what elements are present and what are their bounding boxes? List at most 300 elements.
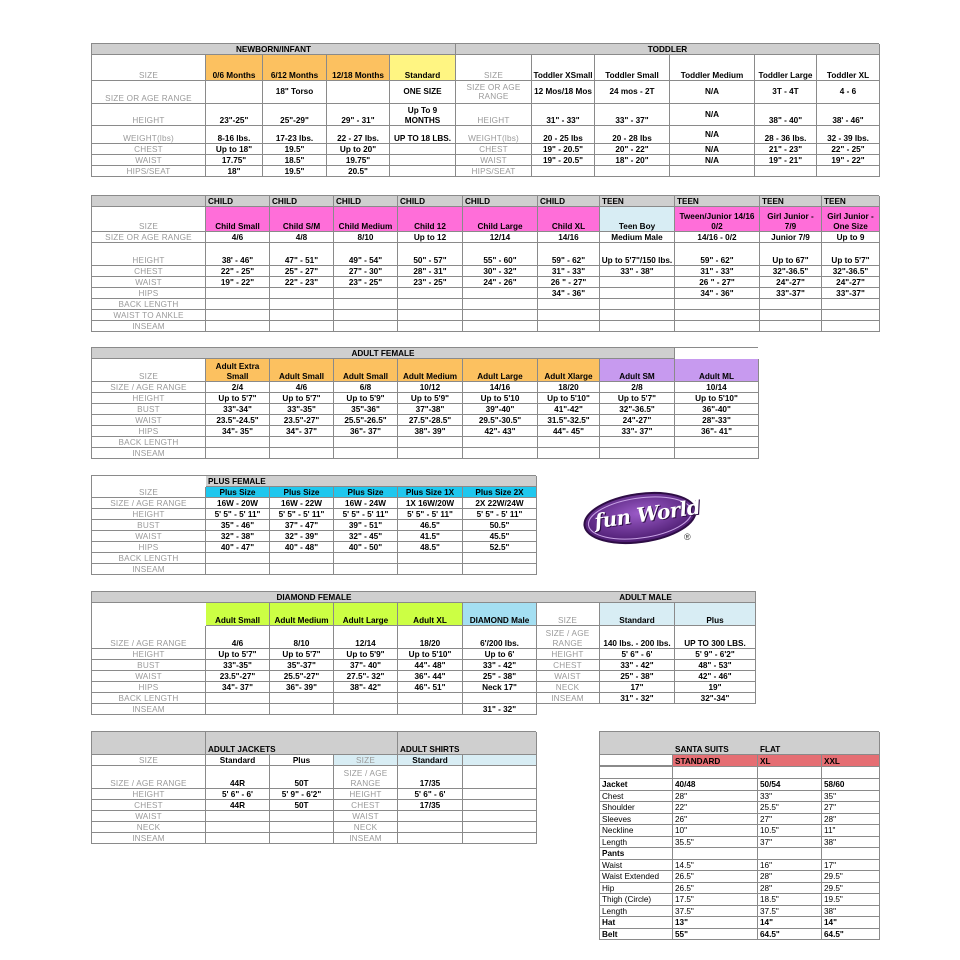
table-cell: Up to 5'7" (822, 243, 880, 266)
table-cell: 23.5"-27" (270, 415, 334, 426)
table-cell: 1X 16W/20W (398, 498, 463, 509)
newborn-toddler-table (91, 43, 879, 177)
table-cell: UP TO 18 LBS. (390, 126, 456, 144)
table-cell: 19.5" (263, 166, 327, 177)
table-cell (463, 437, 538, 448)
table-cell: 44R (206, 766, 270, 789)
table-cell: 14.5" (673, 860, 758, 872)
table-cell (206, 81, 263, 104)
col-header: Adult Extra Small (206, 359, 270, 382)
row-label: INSEAM (92, 833, 206, 844)
row-label: BUST (92, 404, 206, 415)
row-label: HEIGHT (92, 649, 206, 660)
row-label: HIPS (92, 542, 206, 553)
table-cell: 23.5"-27" (206, 671, 270, 682)
table-cell: 33"- 37" (600, 426, 675, 437)
row-label: INSEAM (92, 704, 206, 715)
row-label: SIZE (92, 55, 206, 81)
table-cell: 5' 5" - 5' 11" (463, 509, 537, 520)
row-label: WEIGHT(lbs) (92, 126, 206, 144)
table-cell (334, 448, 398, 459)
col-header: Toddler Small (595, 55, 670, 81)
row-label: CHEST (334, 800, 398, 811)
group-label: CHILD (463, 196, 538, 207)
table-cell: 33"-35" (206, 660, 270, 671)
table-cell: Up to 5'7" (206, 393, 270, 404)
table-cell: 13" (673, 917, 758, 929)
table-cell: 31" - 32" (600, 693, 675, 704)
group-label: CHILD (270, 196, 334, 207)
col-header: Plus Size 2X (463, 487, 537, 498)
row-label: Belt (600, 929, 673, 941)
table-cell (398, 437, 463, 448)
col-header: Plus (675, 603, 756, 626)
table-cell: 28 - 36 lbs. (755, 126, 817, 144)
section-title-toddler: TODDLER (456, 44, 880, 55)
table-cell (463, 288, 538, 299)
table-cell: 55" - 60" (463, 243, 538, 266)
table-cell: UP TO 300 LBS. (675, 626, 756, 649)
table-cell (390, 155, 456, 166)
table-cell: 25" - 27" (270, 266, 334, 277)
col-header: Girl Junior - One Size (822, 207, 880, 232)
col-header: Plus Size (334, 487, 398, 498)
table-cell (206, 822, 270, 833)
col-header: Adult Small (334, 359, 398, 382)
col-header: Toddler XSmall (532, 55, 595, 81)
table-cell: 4/6 (270, 382, 334, 393)
row-label: HEIGHT (334, 789, 398, 800)
table-cell (334, 299, 398, 310)
col-header: Standard (398, 755, 463, 766)
table-cell: 50/54 (758, 779, 822, 791)
col-header: 6/12 Months (263, 55, 327, 81)
table-cell: 19" (675, 682, 756, 693)
table-cell (538, 437, 600, 448)
table-cell: 28" (673, 791, 758, 803)
table-cell (760, 321, 822, 332)
row-label: SIZE / AGE RANGE (92, 382, 206, 393)
table-cell: 46"- 51" (398, 682, 463, 693)
table-cell: 27" (758, 814, 822, 826)
table-cell (600, 767, 673, 779)
row-label: BUST (92, 660, 206, 671)
jackets-shirts-body (91, 766, 536, 844)
group-label: CHILD (206, 196, 270, 207)
table-cell: 31.5"-32.5" (538, 415, 600, 426)
table-cell (463, 800, 537, 811)
table-cell: 33" - 37" (595, 104, 670, 126)
table-cell: 5' 5" - 5' 11" (270, 509, 334, 520)
col-header: Toddler XL (817, 55, 880, 81)
table-cell: 23.5"-24.5" (206, 415, 270, 426)
col-header: 0/6 Months (206, 55, 263, 81)
table-cell (270, 822, 334, 833)
row-label: Waist (600, 860, 673, 872)
row-label: SIZE / AGE RANGE (92, 766, 206, 789)
table-cell: 32"-36.5" (600, 404, 675, 415)
santa-title: SANTA SUITS (675, 745, 729, 754)
table-cell: 3T - 4T (755, 81, 817, 104)
table-cell (463, 448, 538, 459)
table-cell (270, 693, 334, 704)
row-label: WAIST (334, 811, 398, 822)
table-cell: 35" - 46" (206, 520, 270, 531)
col-header: 12/18 Months (327, 55, 390, 81)
table-cell (270, 448, 334, 459)
table-cell: 37" (758, 837, 822, 849)
table-cell (463, 766, 537, 789)
table-cell: 10/14 (675, 382, 759, 393)
table-cell: 26 " - 27" (538, 277, 600, 288)
table-cell: 19.5" (822, 894, 880, 906)
table-cell: Up to 5'7" (600, 393, 675, 404)
table-cell (758, 848, 822, 860)
table-cell: Up to 5'9" (334, 393, 398, 404)
table-cell (673, 767, 758, 779)
table-cell: Up to 5'10" (675, 393, 759, 404)
table-cell: 26.5" (673, 871, 758, 883)
table-cell: 33" (758, 791, 822, 803)
table-cell: 25.5" (758, 802, 822, 814)
table-cell (600, 448, 675, 459)
table-cell: 18/20 (538, 382, 600, 393)
table-cell: 25.5"-26.5" (334, 415, 398, 426)
row-label: BACK LENGTH (92, 437, 206, 448)
table-cell: Junior 7/9 (760, 232, 822, 243)
table-cell: Up to 5'7" (270, 649, 334, 660)
table-cell: 10" (673, 825, 758, 837)
table-cell: 2/4 (206, 382, 270, 393)
row-label: Length (600, 906, 673, 918)
table-cell (463, 755, 537, 766)
row-label: WAIST (456, 155, 532, 166)
row-label: SIZE OR AGE RANGE (92, 81, 206, 104)
table-cell (463, 833, 537, 844)
table-cell: 24 mos - 2T (595, 81, 670, 104)
col-header: Child Large (463, 207, 538, 232)
row-label: WAIST (536, 671, 600, 682)
row-label: Hat (600, 917, 673, 929)
table-cell: 35" (822, 791, 880, 803)
table-cell: 14/16 (463, 382, 538, 393)
table-cell (675, 310, 760, 321)
table-cell: 28" (822, 814, 880, 826)
table-cell (334, 704, 398, 715)
table-cell (675, 299, 760, 310)
table-cell: Up To 9 MONTHS (390, 104, 456, 126)
table-cell (206, 448, 270, 459)
group-label: TEEN (600, 196, 675, 207)
row-label: HEIGHT (92, 104, 206, 126)
table-cell: 33"-37" (822, 288, 880, 299)
table-cell: 26.5" (673, 883, 758, 895)
table-cell: 46.5" (398, 520, 463, 531)
table-cell: 35.5" (673, 837, 758, 849)
table-cell: 4/8 (270, 232, 334, 243)
col-header: Adult Medium (270, 603, 334, 626)
table-cell (270, 288, 334, 299)
row-label: BACK LENGTH (92, 693, 206, 704)
col-header: Toddler Medium (670, 55, 755, 81)
table-cell: 36"- 44" (398, 671, 463, 682)
flat-title: FLAT (760, 745, 781, 754)
plus-female-body (91, 498, 536, 575)
table-cell: Up to 9 (822, 232, 880, 243)
table-cell: 23" - 25" (398, 277, 463, 288)
table-cell: 19.75" (327, 155, 390, 166)
table-cell (822, 321, 880, 332)
table-cell: 37.5" (758, 906, 822, 918)
table-cell (673, 848, 758, 860)
table-cell (758, 767, 822, 779)
table-cell: 39"-40" (463, 404, 538, 415)
col-header: Plus Size (270, 487, 334, 498)
table-cell: 18" (206, 166, 263, 177)
table-cell: 36"- 37" (334, 426, 398, 437)
table-cell (760, 310, 822, 321)
row-label: BUST (92, 520, 206, 531)
table-cell: 19" - 22" (206, 277, 270, 288)
section-title-shirts: ADULT SHIRTS (398, 732, 537, 755)
section-title-adult-female: ADULT FEMALE (92, 348, 675, 359)
table-cell (398, 288, 463, 299)
table-cell (822, 848, 880, 860)
table-cell (398, 448, 463, 459)
table-cell: 4/6 (206, 232, 270, 243)
row-label: HEIGHT (536, 649, 600, 660)
table-cell: 5' 9" - 6'2" (675, 649, 756, 660)
table-cell (92, 196, 206, 207)
table-cell (270, 299, 334, 310)
table-cell: 14/16 - 0/2 (675, 232, 760, 243)
row-label: SIZE / AGE RANGE (92, 626, 206, 649)
table-cell: 37"- 40" (334, 660, 398, 671)
table-cell: N/A (670, 126, 755, 144)
group-label: TEEN (760, 196, 822, 207)
row-label: HIPS/SEAT (456, 166, 532, 177)
row-label: SIZE (92, 487, 206, 498)
table-cell: 24"-27" (760, 277, 822, 288)
table-cell (538, 310, 600, 321)
col-header: Girl Junior - 7/9 (760, 207, 822, 232)
child-teen-body (91, 232, 879, 332)
table-cell (270, 553, 334, 564)
table-cell: 42" - 46" (675, 671, 756, 682)
table-cell (92, 732, 206, 755)
row-label: HEIGHT (92, 509, 206, 520)
row-label: SIZE OR AGE RANGE (92, 232, 206, 243)
row-label: WAIST (92, 415, 206, 426)
row-label: CHEST (456, 144, 532, 155)
table-cell: 4/6 (206, 626, 270, 649)
table-cell: 25"-29" (263, 104, 327, 126)
table-cell: 33"-34" (206, 404, 270, 415)
table-cell: 25" - 38" (463, 671, 537, 682)
table-cell: 34" - 36" (675, 288, 760, 299)
table-cell: 33" - 38" (600, 266, 675, 277)
table-cell (270, 811, 334, 822)
row-label: HIPS (92, 426, 206, 437)
table-cell (334, 288, 398, 299)
table-cell: Up to 67" (760, 243, 822, 266)
col-header: Teen Boy (600, 207, 675, 232)
table-cell (600, 299, 675, 310)
table-cell: 18" - 20" (595, 155, 670, 166)
table-cell (463, 321, 538, 332)
table-cell: 5' 5" - 5' 11" (398, 509, 463, 520)
table-cell: 17" (600, 682, 675, 693)
table-cell: Up to 5'10" (398, 649, 463, 660)
group-label: CHILD (398, 196, 463, 207)
table-cell: 24"-27" (822, 277, 880, 288)
table-cell: 25" - 38" (600, 671, 675, 682)
table-cell: 18/20 (398, 626, 463, 649)
table-cell: Up to 5'7" (270, 393, 334, 404)
table-cell: 38' - 46" (206, 243, 270, 266)
row-label: Thigh (Circle) (600, 894, 673, 906)
table-cell: 18.5" (758, 894, 822, 906)
table-cell (390, 144, 456, 155)
table-cell (92, 603, 206, 626)
table-cell: Up to 6' (463, 649, 537, 660)
table-cell: 29" - 31" (327, 104, 390, 126)
table-cell (398, 553, 463, 564)
table-cell: 27.5"-28.5" (398, 415, 463, 426)
table-cell: 31" - 32" (463, 704, 537, 715)
group-label: TEEN (822, 196, 880, 207)
table-cell (398, 811, 463, 822)
section-title-newborn: NEWBORN/INFANT (92, 44, 456, 55)
row-label: INSEAM (92, 564, 206, 575)
table-cell: 29.5"-30.5" (463, 415, 538, 426)
row-label: INSEAM (92, 321, 206, 332)
table-cell: 41.5" (398, 531, 463, 542)
row-label: HIPS (92, 682, 206, 693)
col-header: Child Medium (334, 207, 398, 232)
table-cell: 40" - 50" (334, 542, 398, 553)
row-label: Waist Extended (600, 871, 673, 883)
table-cell: 16" (758, 860, 822, 872)
table-cell: Up to 12 (398, 232, 463, 243)
table-cell: 140 lbs. - 200 lbs. (600, 626, 675, 649)
col-header: Plus Size 1X (398, 487, 463, 498)
table-cell: Medium Male (600, 232, 675, 243)
col-header: Standard (206, 755, 270, 766)
row-label: SIZE (92, 207, 206, 232)
row-label: CHEST (92, 800, 206, 811)
col-header: Child S/M (270, 207, 334, 232)
table-cell: 34"- 37" (270, 426, 334, 437)
table-cell: 19" - 20.5" (532, 155, 595, 166)
table-cell: 14" (758, 917, 822, 929)
row-label: WAIST (92, 811, 206, 822)
table-cell: Up to 5'7" (206, 649, 270, 660)
row-label: Neckline (600, 825, 673, 837)
table-cell (270, 564, 334, 575)
row-label: WAIST (92, 155, 206, 166)
col-header: Adult Large (463, 359, 538, 382)
table-cell: N/A (670, 104, 755, 126)
row-label: SIZE / AGE RANGE (334, 766, 398, 789)
table-cell: 41"-42" (538, 404, 600, 415)
fun-world-logo (580, 490, 704, 552)
table-cell: 19" - 20.5" (532, 144, 595, 155)
col-header: Plus Size (206, 487, 270, 498)
col-header: Tween/Junior 14/16 0/2 (675, 207, 760, 232)
table-cell: 16W - 22W (270, 498, 334, 509)
table-cell: 38" (822, 837, 880, 849)
table-cell (334, 310, 398, 321)
col-header: Adult XL (398, 603, 463, 626)
table-cell (270, 833, 334, 844)
table-cell: Up to 5'10 (463, 393, 538, 404)
table-cell: 17.5" (673, 894, 758, 906)
table-cell: N/A (670, 81, 755, 104)
table-cell: 58/60 (822, 779, 880, 791)
table-cell: 12/14 (334, 626, 398, 649)
row-label: Chest (600, 791, 673, 803)
row-label: Hip (600, 883, 673, 895)
table-cell: Up to 20" (327, 144, 390, 155)
table-cell (206, 704, 270, 715)
santa-suits-body (599, 755, 879, 940)
table-cell: 22" - 23" (270, 277, 334, 288)
row-label: Shoulder (600, 802, 673, 814)
table-cell: 34"- 35" (206, 426, 270, 437)
table-cell (398, 564, 463, 575)
table-cell: 5' 6" - 6' (600, 649, 675, 660)
table-cell: 44R (206, 800, 270, 811)
row-label: SIZE (92, 359, 206, 382)
row-label: CHEST (92, 266, 206, 277)
table-cell (463, 693, 537, 704)
table-cell (270, 437, 334, 448)
row-label: NECK (334, 822, 398, 833)
table-cell: 24" - 26" (463, 277, 538, 288)
table-cell (327, 81, 390, 104)
row-label: WAIST (92, 531, 206, 542)
col-header: Adult Large (334, 603, 398, 626)
col-header: XL (758, 755, 822, 767)
table-cell: 6'/200 lbs. (463, 626, 537, 649)
table-cell: 33"-37" (760, 288, 822, 299)
table-cell (600, 437, 675, 448)
table-cell: 47" - 51" (270, 243, 334, 266)
row-label: Jacket (600, 779, 673, 791)
row-label: SIZE (334, 755, 398, 766)
table-cell (532, 166, 595, 177)
table-cell: 21" - 23" (755, 144, 817, 155)
table-cell (334, 437, 398, 448)
table-cell (600, 288, 675, 299)
jackets-shirts-table (91, 731, 536, 766)
table-cell: 40" - 47" (206, 542, 270, 553)
table-cell (206, 288, 270, 299)
table-cell: 23" - 25" (334, 277, 398, 288)
table-cell: 27" (822, 802, 880, 814)
table-cell: 19" - 21" (755, 155, 817, 166)
table-cell: 48.5" (398, 542, 463, 553)
col-header: Standard (390, 55, 456, 81)
table-cell: 22 - 27 lbs. (327, 126, 390, 144)
table-cell: 50" - 57" (398, 243, 463, 266)
table-cell: 32" - 38" (206, 531, 270, 542)
col-header: DIAMOND Male (463, 603, 537, 626)
table-cell (206, 553, 270, 564)
col-header: Adult Medium (398, 359, 463, 382)
table-cell: 32"-36.5" (822, 266, 880, 277)
